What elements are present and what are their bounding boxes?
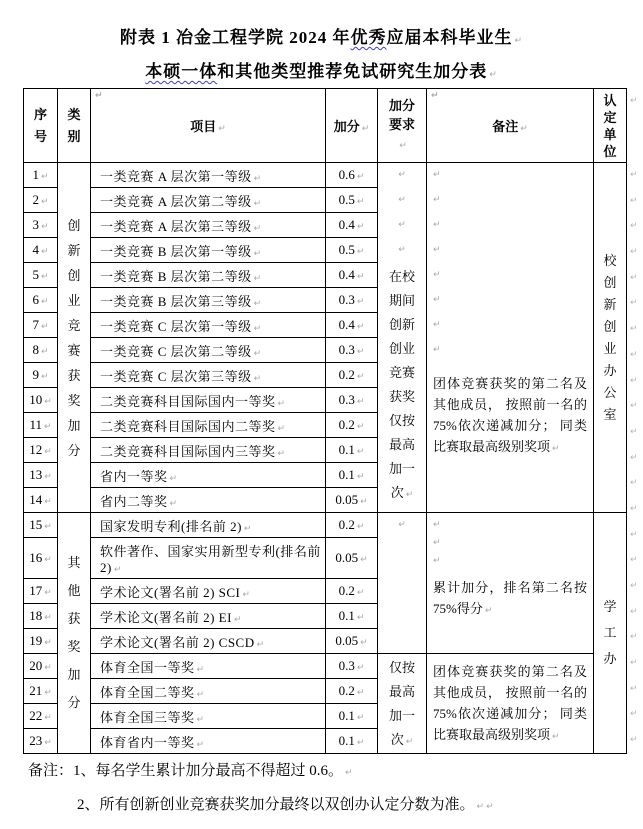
row-number: 23 ↵ bbox=[24, 729, 58, 754]
score-cell: 0.3 ↵ bbox=[326, 388, 378, 413]
row-number: 22 ↵ bbox=[24, 704, 58, 729]
row-end-marks bbox=[630, 90, 642, 755]
title-text: 和其他类型推荐免试研究生加分表 ↵ bbox=[217, 62, 498, 81]
project-cell: 学术论文(署名前 2) SCI ↵ bbox=[91, 579, 326, 604]
score-cell: 0.1 ↵ bbox=[326, 438, 378, 463]
score-cell: 0.05 ↵ bbox=[326, 538, 378, 579]
score-cell: 0.4 ↵ bbox=[326, 313, 378, 338]
header-unit: 认定单位 bbox=[594, 89, 627, 163]
requirement-sports: 仅按最高加一次 ↵ bbox=[378, 654, 427, 754]
unit-innovation: 校创新创业办公室 bbox=[594, 163, 627, 513]
project-cell: 一类竞赛 C 层次第三等级 ↵ bbox=[91, 363, 326, 388]
note-line-1 bbox=[28, 760, 494, 783]
score-cell: 0.2 ↵ bbox=[326, 513, 378, 538]
project-cell: 二类竞赛科目国际国内一等奖 ↵ bbox=[91, 388, 326, 413]
score-cell: 0.5 ↵ bbox=[326, 238, 378, 263]
score-cell: 0.05 ↵ bbox=[326, 629, 378, 654]
remark-innovation: ↵ ↵ ↵ ↵ ↵ ↵ ↵ ↵ 团体竞赛获奖的第二名及其他成员， 按照前一名的 75%依次递减加分； 同类比赛取最高级别奖项 ↵ bbox=[427, 163, 594, 513]
row-number: 16 ↵ bbox=[24, 538, 58, 579]
project-cell: 体育全国三等奖 ↵ bbox=[91, 704, 326, 729]
header-project: 项目 ↵ bbox=[91, 89, 326, 163]
requirement-academic-empty bbox=[378, 513, 427, 654]
score-cell: 0.2 ↵ bbox=[326, 413, 378, 438]
score-cell: 0.4 ↵ bbox=[326, 213, 378, 238]
remark-sports: 团体竞赛获奖的第二名及其他成员， 按照前一名的 75%依次递减加分； 同类比赛取最高级别奖项 ↵ bbox=[427, 654, 594, 754]
score-cell: 0.05 ↵ bbox=[326, 488, 378, 513]
row-number: 15 ↵ bbox=[24, 513, 58, 538]
row-number: 11 ↵ bbox=[24, 413, 58, 438]
score-cell: 0.3 ↵ bbox=[326, 288, 378, 313]
row-number: 20 ↵ bbox=[24, 654, 58, 679]
score-cell: 0.1 ↵ bbox=[326, 463, 378, 488]
header-no: 序号 bbox=[24, 89, 58, 163]
row-number: 2 ↵ bbox=[24, 188, 58, 213]
project-cell: 一类竞赛 B 层次第三等级 ↵ bbox=[91, 288, 326, 313]
title-text-wavy: 本硕一体 bbox=[145, 62, 218, 81]
remark-academic: ↵ ↵ ↵ 累计加分，排名第二名按75%得分 ↵ bbox=[427, 513, 594, 654]
score-cell: 0.3 ↵ bbox=[326, 654, 378, 679]
project-cell: 学术论文(署名前 2) CSCD ↵ bbox=[91, 629, 326, 654]
title-line-2 bbox=[0, 56, 643, 90]
table-header-row bbox=[24, 89, 627, 163]
project-cell: 一类竞赛 A 层次第二等级 ↵ bbox=[91, 188, 326, 213]
project-cell: 体育全国一等奖 ↵ bbox=[91, 654, 326, 679]
score-cell: 0.6 ↵ bbox=[326, 163, 378, 188]
project-cell: 一类竞赛 C 层次第二等级 ↵ bbox=[91, 338, 326, 363]
paragraph-marks bbox=[433, 515, 587, 569]
header-requirement: 加分要求 ↵ bbox=[378, 89, 427, 163]
title-text: 应届本科毕业生 ↵ bbox=[386, 28, 523, 47]
score-cell: 0.4 ↵ bbox=[326, 263, 378, 288]
row-number: 18 ↵ bbox=[24, 604, 58, 629]
score-cell: 0.2 ↵ bbox=[326, 679, 378, 704]
document-title bbox=[0, 22, 643, 90]
requirement-innovation: ↵ ↵ ↵ ↵ 在校期间创新创业竞赛获奖仅按最高加一次 ↵ bbox=[378, 163, 427, 513]
header-score: 加分 ↵ bbox=[326, 89, 378, 163]
note-text: 2、所有创新创业竞赛获奖加分最终以双创办认定分数为准。 ↵ bbox=[77, 797, 484, 813]
row-number: 17 ↵ bbox=[24, 579, 58, 604]
header-category: 类别 bbox=[58, 89, 91, 163]
project-cell: 体育全国二等奖 ↵ bbox=[91, 679, 326, 704]
row-number: 10 ↵ bbox=[24, 388, 58, 413]
score-cell: 0.2 ↵ bbox=[326, 363, 378, 388]
project-cell: 体育省内一等奖 ↵ bbox=[91, 729, 326, 754]
project-cell: 二类竞赛科目国际国内三等奖 ↵ bbox=[91, 438, 326, 463]
row-number: 19 ↵ bbox=[24, 629, 58, 654]
title-text-wavy: 优秀 bbox=[350, 28, 387, 47]
project-cell: 省内一等奖 ↵ bbox=[91, 463, 326, 488]
project-cell: 一类竞赛 B 层次第二等级 ↵ bbox=[91, 263, 326, 288]
score-cell: 0.1 ↵ bbox=[326, 604, 378, 629]
table-row bbox=[24, 163, 627, 188]
title-line-1 bbox=[0, 22, 643, 56]
project-cell: 学术论文(署名前 2) EI ↵ bbox=[91, 604, 326, 629]
row-number: 21 ↵ bbox=[24, 679, 58, 704]
row-number: 13 ↵ bbox=[24, 463, 58, 488]
note-line-2 bbox=[28, 794, 494, 817]
paragraph-marks bbox=[378, 515, 426, 540]
row-number: 12 ↵ bbox=[24, 438, 58, 463]
project-cell: 软件著作、国家实用新型专利(排名前 2) ↵ bbox=[91, 538, 326, 579]
project-cell: 一类竞赛 C 层次第一等级 ↵ bbox=[91, 313, 326, 338]
bonus-points-table bbox=[23, 88, 627, 754]
row-number: 4 ↵ bbox=[24, 238, 58, 263]
note-text: 1、每名学生累计加分最高不得超过 0.6。 ↵ bbox=[73, 763, 353, 779]
row-number: 1 ↵ bbox=[24, 163, 58, 188]
project-cell: 一类竞赛 A 层次第三等级 ↵ bbox=[91, 213, 326, 238]
unit-other: 学工办 bbox=[594, 513, 627, 754]
row-number: 5 ↵ bbox=[24, 263, 58, 288]
project-cell: 一类竞赛 A 层次第一等级 ↵ bbox=[91, 163, 326, 188]
score-cell: 0.1 ↵ bbox=[326, 729, 378, 754]
row-number: 8 ↵ bbox=[24, 338, 58, 363]
paragraph-marks bbox=[433, 165, 587, 365]
table-row bbox=[24, 654, 627, 679]
footer-notes bbox=[28, 760, 494, 817]
table-row bbox=[24, 513, 627, 538]
score-cell: 0.5 ↵ bbox=[326, 188, 378, 213]
row-number: 3 ↵ bbox=[24, 213, 58, 238]
row-number: 14 ↵ bbox=[24, 488, 58, 513]
project-cell: 一类竞赛 B 层次第一等级 ↵ bbox=[91, 238, 326, 263]
row-number: 6 ↵ bbox=[24, 288, 58, 313]
project-cell: 国家发明专利(排名前 2) ↵ bbox=[91, 513, 326, 538]
score-cell: 0.2 ↵ bbox=[326, 579, 378, 604]
project-cell: 二类竞赛科目国际国内二等奖 ↵ bbox=[91, 413, 326, 438]
score-cell: 0.1 ↵ bbox=[326, 704, 378, 729]
row-number: 7 ↵ bbox=[24, 313, 58, 338]
notes-label: 备注： bbox=[28, 763, 74, 779]
project-cell: 省内二等奖 ↵ bbox=[91, 488, 326, 513]
header-remark: 备注 ↵ bbox=[427, 89, 594, 163]
category-other: 其他获奖加分 bbox=[58, 513, 91, 754]
score-cell: 0.3 ↵ bbox=[326, 338, 378, 363]
category-innovation: 创新创业竞赛获奖加分 bbox=[58, 163, 91, 513]
row-number: 9 ↵ bbox=[24, 363, 58, 388]
paragraph-marks bbox=[378, 165, 426, 265]
title-text: 附表 1 冶金工程学院 2024 年 bbox=[119, 28, 351, 47]
